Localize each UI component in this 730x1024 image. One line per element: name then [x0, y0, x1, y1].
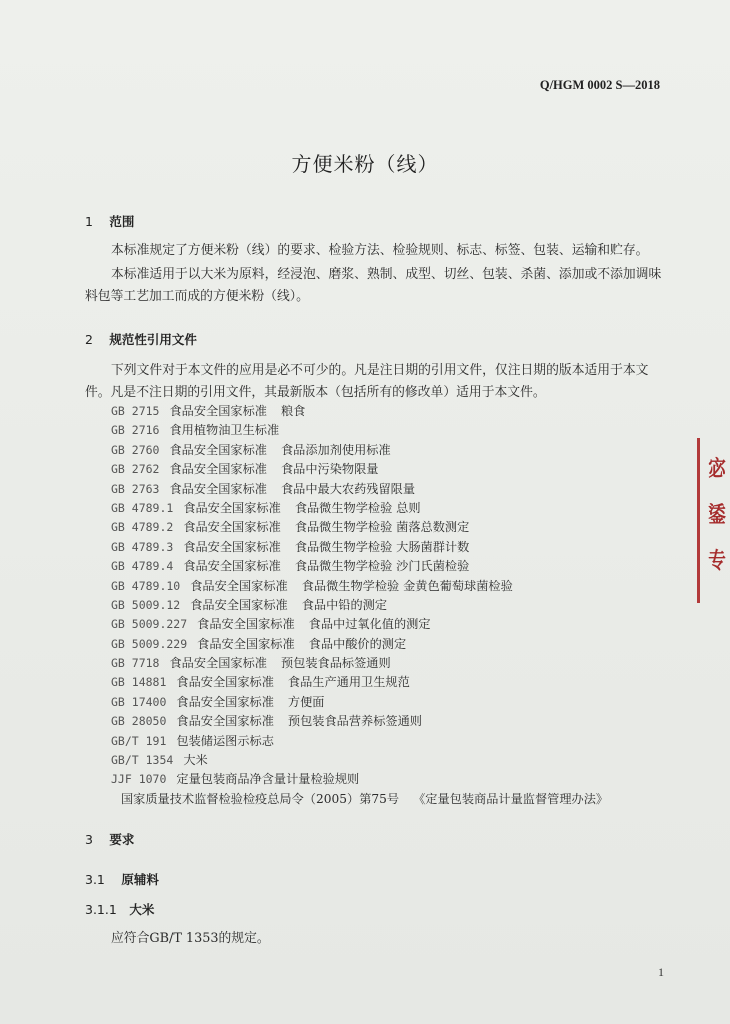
reference-part1: 食品安全国家标准 — [169, 462, 267, 477]
reference-code: GB 5009.12 — [111, 597, 181, 612]
reference-code: GB/T 1354 — [111, 753, 174, 768]
reference-part1: 食品安全国家标准 — [176, 675, 274, 690]
reference-part1: 食品安全国家标准 — [169, 442, 267, 457]
reference-code: GB 2715 — [111, 404, 160, 418]
reference-item — [111, 790, 608, 809]
reference-part1: 包装储运图示标志 — [176, 733, 274, 748]
reference-part1: 食品安全国家标准 — [197, 636, 295, 651]
section-3-1-1-heading — [85, 900, 154, 918]
reference-part1: 食用植物油卫生标准 — [169, 423, 280, 438]
reference-part1: 食品安全国家标准 — [169, 481, 267, 496]
reference-code: GB 4789.1 — [111, 500, 174, 515]
reference-item — [111, 499, 608, 518]
reference-code: JJF 1070 — [111, 772, 167, 787]
reference-part1: 食品安全国家标准 — [183, 500, 281, 515]
reference-part1: 食品安全国家标准 — [183, 559, 281, 574]
scope-paragraph-2: 本标准适用于以大米为原料，经浸泡、磨浆、熟制、成型、切丝、包装、杀菌、添加或不添加调味料包等工艺加工而成的方便米粉（线）。 — [85, 267, 662, 304]
reference-code: GB 14881 — [111, 675, 167, 690]
reference-item — [111, 635, 608, 654]
reference-code: GB 28050 — [111, 714, 167, 729]
reference-item — [111, 712, 608, 731]
reference-part2: 食品中酸价的测定 — [308, 636, 407, 651]
reference-part1: 国家质量技术监督检验检疫总局令（2005）第75号 — [121, 791, 400, 806]
reference-part2: 方便面 — [287, 694, 325, 709]
reference-code: GB 5009.227 — [111, 617, 188, 632]
standard-code: Q/HGM 0002 S—2018 — [539, 78, 660, 92]
reference-item — [111, 421, 608, 440]
reference-part1: 食品安全国家标准 — [183, 520, 281, 535]
section-3-1-number: 3.1 — [85, 872, 105, 887]
reference-code: GB 4789.2 — [111, 520, 174, 535]
reference-part1: 食品安全国家标准 — [176, 714, 274, 729]
scope-paragraph-1: 本标准规定了方便米粉（线）的要求、检验方法、检验规则、标志、标签、包装、运输和贮存。 — [111, 243, 649, 258]
reference-item — [111, 460, 608, 479]
section-2-number: 2 — [85, 332, 93, 347]
seal-stamp-fragment: 专 — [708, 548, 726, 574]
reference-part1: 食品安全国家标准 — [190, 578, 288, 593]
reference-part2: 《定量包装商品计量监督管理办法》 — [413, 791, 609, 806]
reference-code: GB 4789.10 — [111, 578, 181, 593]
reference-item — [111, 732, 608, 751]
reference-part2: 食品生产通用卫生规范 — [287, 675, 410, 690]
reference-part1: 大米 — [183, 753, 208, 768]
reference-part2: 食品添加剂使用标准 — [280, 442, 391, 457]
reference-part2: 食品微生物学检验 菌落总数测定 — [294, 520, 470, 535]
reference-code: GB 2763 — [111, 481, 160, 496]
reference-part2: 食品中污染物限量 — [280, 462, 379, 477]
seal-stamp-fragment: 鋈 — [708, 502, 726, 528]
reference-part1: 食品安全国家标准 — [176, 694, 274, 709]
reference-item — [111, 751, 608, 770]
reference-item — [111, 596, 608, 615]
reference-part2: 食品微生物学检验 总则 — [294, 500, 421, 515]
page-number: 1 — [658, 965, 664, 979]
reference-code: GB 5009.229 — [111, 636, 188, 651]
reference-part1: 食品安全国家标准 — [190, 597, 288, 612]
section-3-1-1-title: 大米 — [129, 902, 155, 917]
reference-code: GB 4789.3 — [111, 539, 174, 554]
rice-requirement-text: 应符合GB/T 1353的规定。 — [111, 931, 270, 946]
section-3-heading — [85, 830, 134, 848]
reference-part2: 食品中最大农药残留限量 — [280, 481, 416, 496]
reference-part1: 定量包装商品净含量计量检验规则 — [176, 772, 360, 787]
reference-item — [111, 577, 608, 596]
normative-intro: 下列文件对于本文件的应用是必不可少的。凡是注日期的引用文件，仅注日期的版本适用于本文件。凡是不注日期的引用文件，其最新版本（包括所有的修改单）适用于本文件。 — [85, 363, 649, 400]
section-3-1-title: 原辅料 — [121, 872, 159, 887]
reference-item — [111, 518, 608, 537]
reference-code: GB 2716 — [111, 423, 160, 438]
reference-item — [111, 557, 608, 576]
reference-part2: 粮食 — [280, 404, 306, 418]
reference-code: GB/T 191 — [111, 733, 167, 748]
seal-stamp-fragment: 宓 — [708, 456, 726, 482]
reference-part1: 食品安全国家标准 — [169, 404, 267, 418]
reference-item — [111, 770, 608, 789]
reference-part2: 食品中过氧化值的测定 — [308, 617, 431, 632]
reference-part2: 预包装食品标签通则 — [280, 656, 391, 671]
section-3-title: 要求 — [109, 832, 135, 847]
section-1-title: 范围 — [109, 214, 135, 229]
reference-item — [111, 441, 608, 460]
seal-stamp-edge — [697, 438, 730, 603]
document-title: 方便米粉（线） — [291, 152, 439, 176]
section-3-1-heading — [85, 870, 159, 888]
reference-part1: 食品安全国家标准 — [183, 539, 281, 554]
reference-part2: 食品微生物学检验 沙门氏菌检验 — [294, 559, 470, 574]
reference-item — [111, 673, 608, 692]
section-1-number: 1 — [85, 214, 93, 229]
reference-list — [111, 402, 608, 809]
reference-item — [111, 480, 608, 499]
section-3-1-1-number: 3.1.1 — [85, 902, 117, 917]
reference-item — [111, 402, 608, 421]
reference-part2: 食品中铅的测定 — [301, 597, 388, 612]
section-1-heading — [85, 212, 134, 230]
reference-item — [111, 693, 608, 712]
section-2-title: 规范性引用文件 — [109, 332, 197, 347]
section-2-heading — [85, 330, 197, 348]
reference-item — [111, 615, 608, 634]
reference-item — [111, 654, 608, 673]
reference-code: GB 17400 — [111, 694, 167, 709]
reference-part2: 食品微生物学检验 金黄色葡萄球菌检验 — [301, 578, 513, 593]
reference-part1: 食品安全国家标准 — [197, 617, 295, 632]
reference-part1: 食品安全国家标准 — [169, 656, 267, 671]
reference-part2: 预包装食品营养标签通则 — [287, 714, 422, 729]
reference-code: GB 4789.4 — [111, 559, 174, 574]
reference-code: GB 2762 — [111, 462, 160, 477]
reference-part2: 食品微生物学检验 大肠菌群计数 — [294, 539, 470, 554]
reference-code: GB 7718 — [111, 656, 160, 671]
reference-code: GB 2760 — [111, 442, 160, 457]
section-3-number: 3 — [85, 832, 93, 847]
reference-item — [111, 538, 608, 557]
